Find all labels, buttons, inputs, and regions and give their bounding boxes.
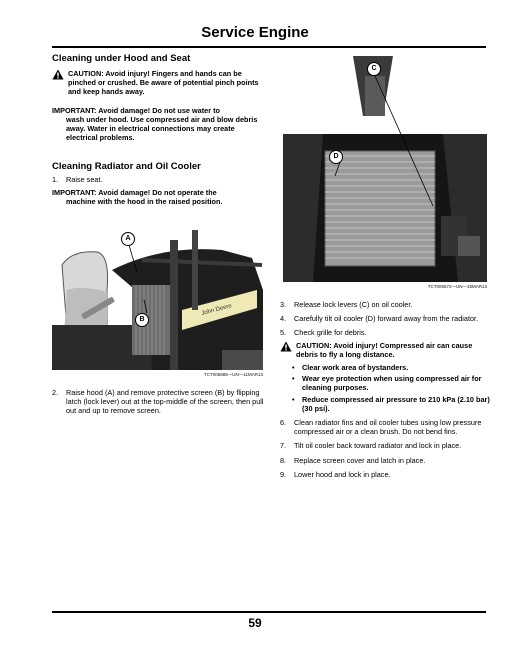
caution-block-debris bbox=[280, 341, 490, 359]
callout-b: B bbox=[135, 313, 149, 327]
important-text-hood-b: machine with the hood in the raised position. bbox=[66, 196, 223, 206]
step-6-number: 6. bbox=[280, 418, 287, 428]
step-5-number: 5. bbox=[280, 328, 287, 338]
bullet-text-3: Reduce compressed air pressure to 210 kPa (2.10 bar) (30 psi). bbox=[302, 394, 490, 413]
step-9-text: Lower hood and lock in place. bbox=[294, 469, 391, 479]
step-5-text: Check grille for debris. bbox=[294, 328, 367, 338]
step-4-number: 4. bbox=[280, 314, 287, 324]
step-3 bbox=[280, 300, 490, 309]
important-text-hood-a: IMPORTANT: Avoid damage! Do not operate the bbox=[52, 187, 217, 197]
important-block-water bbox=[52, 106, 264, 143]
left-column-bottom bbox=[52, 388, 264, 416]
footer-divider bbox=[52, 611, 486, 613]
step-7-text: Tilt oil cooler back toward radiator and lock in place. bbox=[294, 441, 462, 451]
step-6-text: Clean radiator fins and oil cooler tubes using low pressure compressed air or a clean brush. Do not bend fins. bbox=[294, 418, 482, 437]
figure-hood-raised bbox=[52, 230, 263, 370]
step-6 bbox=[280, 418, 490, 436]
step-1-text: Raise seat. bbox=[66, 175, 103, 185]
step-9-number: 9. bbox=[280, 469, 287, 479]
section-heading-radiator: Cleaning Radiator and Oil Cooler bbox=[52, 161, 201, 173]
radiator-illustration bbox=[283, 56, 487, 282]
step-8-text: Replace screen cover and latch in place. bbox=[294, 455, 426, 465]
important-text-water-a: IMPORTANT: Avoid damage! Do not use water to bbox=[52, 105, 220, 115]
step-8 bbox=[280, 456, 490, 465]
caution-text-debris: CAUTION: Avoid injury! Compressed air can cause debris to fly a long distance. bbox=[296, 340, 473, 359]
section-heading-hood-seat: Cleaning under Hood and Seat bbox=[52, 53, 191, 64]
bullet-text-1: Clear work area of bystanders. bbox=[302, 363, 409, 373]
callout-c: C bbox=[367, 62, 381, 76]
mower-illustration bbox=[52, 230, 263, 370]
step-5 bbox=[280, 328, 490, 337]
step-7 bbox=[280, 441, 490, 450]
step-2 bbox=[52, 388, 264, 416]
step-3-number: 3. bbox=[280, 300, 287, 309]
step-9 bbox=[280, 470, 490, 479]
figure-radiator bbox=[283, 56, 487, 282]
page-title: Service Engine bbox=[201, 24, 309, 41]
figure-2-caption: TCT006572—UN—15MAR13 bbox=[427, 284, 487, 289]
figure-1-caption: TCT006885—UN—11MAR13 bbox=[204, 372, 263, 377]
step-8-number: 8. bbox=[280, 455, 287, 465]
bullet-item: • Clear work area of bystanders. bbox=[292, 363, 409, 373]
left-column-top bbox=[52, 53, 264, 206]
hood-brand-text: John Deere bbox=[200, 303, 233, 317]
step-3-text: Release lock levers (C) on oil cooler. bbox=[294, 300, 413, 309]
callout-a: A bbox=[121, 232, 135, 246]
step-7-number: 7. bbox=[280, 441, 287, 451]
step-4 bbox=[280, 314, 490, 323]
bullet-item: • Wear eye protection when using compressed air for cleaning purposes. bbox=[280, 374, 490, 392]
caution-text-pinch: CAUTION: Avoid injury! Fingers and hands can be pinched or crushed. Be aware of potential pinch points and keep hands away. bbox=[68, 69, 259, 97]
step-1-number: 1. bbox=[52, 175, 59, 185]
page-number: 59 bbox=[248, 616, 262, 630]
important-block-hood bbox=[52, 188, 264, 206]
step-2-text: Raise hood (A) and remove protective screen (B) by flipping latch (lock lever) out at the top-middle of the screen, then pull out and up to remove screen. bbox=[66, 388, 264, 416]
step-4-text: Carefully tilt oil cooler (D) forward away from the radiator. bbox=[294, 314, 479, 324]
warning-triangle-icon bbox=[280, 341, 292, 359]
header-divider bbox=[52, 46, 486, 48]
warning-triangle-icon bbox=[52, 69, 64, 97]
right-column-steps bbox=[280, 300, 490, 479]
callout-d: D bbox=[329, 150, 343, 164]
bullet-text-2: Wear eye protection when using compressed air for cleaning purposes. bbox=[302, 374, 482, 393]
step-2-number: 2. bbox=[52, 388, 59, 397]
caution-block-pinch bbox=[52, 69, 264, 97]
important-text-water-b: wash under hood. Use compressed air and blow debris away. Water in electrical connections may create electrical problems. bbox=[66, 114, 258, 143]
bullet-item: • Reduce compressed air pressure to 210 kPa (2.10 bar) (30 psi). bbox=[292, 394, 490, 413]
step-1 bbox=[52, 175, 264, 184]
